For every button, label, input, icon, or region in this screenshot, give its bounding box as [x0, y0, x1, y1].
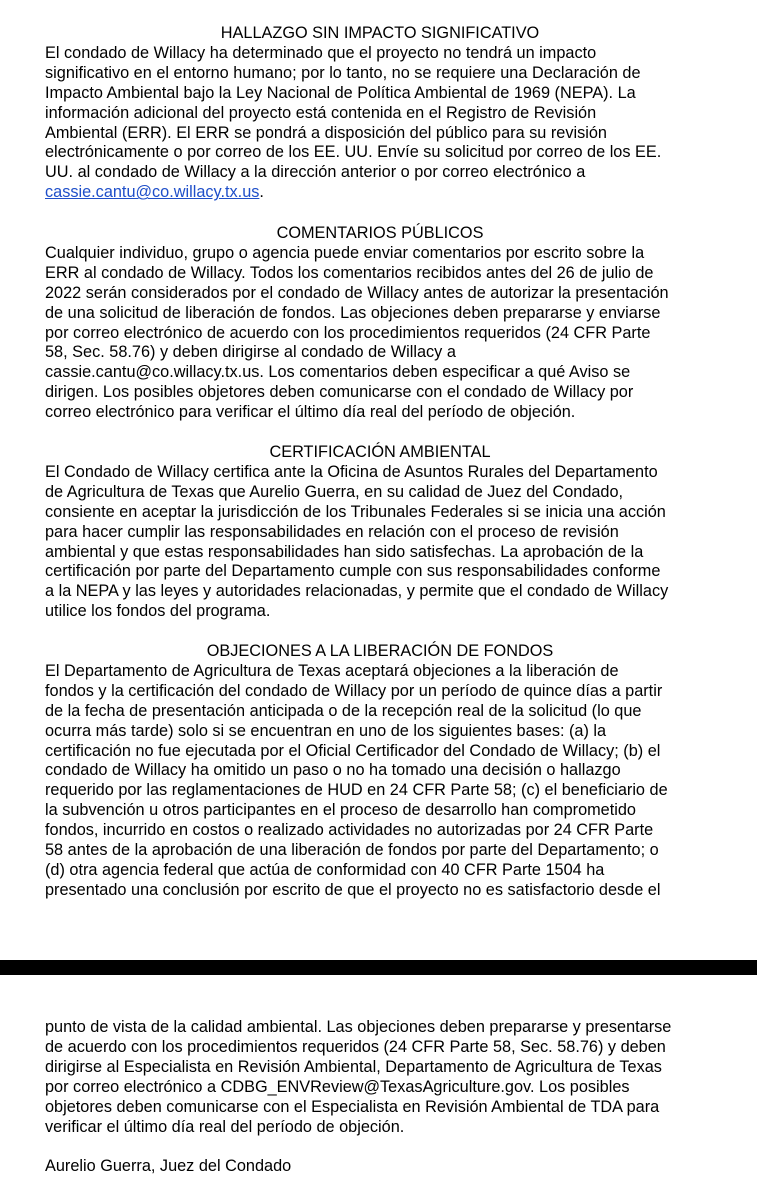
- body-line: El Departamento de Agricultura de Texas aceptará objeciones a la liberación de: [45, 661, 619, 680]
- body-line: por correo electrónico a CDBG_ENVReview@TexasAgriculture.gov. Los posibles: [45, 1077, 630, 1096]
- body-line: Cualquier individuo, grupo o agencia puede enviar comentarios por escrito sobre la: [45, 243, 645, 262]
- body-line: condado de Willacy ha omitido un paso o no ha tomado una decisión o hallazgo: [45, 761, 621, 780]
- body-line: punto de vista de la calidad ambiental. Las objeciones deben prepararse y presentarse: [45, 1018, 672, 1036]
- body-line: ERR al condado de Willacy. Todos los comentarios recibidos antes del 26 de julio de: [45, 263, 654, 282]
- body-line: 2022 serán considerados por el condado de Willacy antes de autorizar la presentación: [45, 283, 669, 302]
- section-objections-continued: [45, 1018, 715, 1137]
- body-line: Ambiental (ERR). El ERR se pondrá a disposición del público para su revisión: [45, 123, 607, 142]
- section-body-objections: [45, 662, 715, 901]
- body-line: certificación por parte del Departamento cumple con sus responsabilidades conforme: [45, 562, 661, 581]
- section-body-public-comments: [45, 244, 715, 423]
- body-line: significativo en el entorno humano; por lo tanto, no se requiere una Declaración de: [45, 63, 641, 82]
- body-line: de acuerdo con los procedimientos requeridos (24 CFR Parte 58, Sec. 58.76) y deben: [45, 1037, 666, 1056]
- body-line: cassie.cantu@co.willacy.tx.us. Los comentarios deben especificar a qué Aviso se: [45, 363, 631, 382]
- period: .: [259, 183, 264, 202]
- section-public-comments: [45, 224, 715, 423]
- body-line: a la NEPA y las leyes y autoridades relacionadas, y permite que el condado de Willacy: [45, 582, 669, 601]
- body-line: de Agricultura de Texas que Aurelio Guerra, en su calidad de Juez del Condado,: [45, 482, 624, 501]
- section-heading-environmental-certification: CERTIFICACIÓN AMBIENTAL: [269, 443, 491, 461]
- body-line: presentado una conclusión por escrito de que el proyecto no es satisfactorio desde el: [45, 880, 661, 899]
- body-line: dirigirse al Especialista en Revisión Ambiental, Departamento de Agricultura de Texas: [45, 1057, 662, 1076]
- body-line: El condado de Willacy ha determinado que el proyecto no tendrá un impacto: [45, 43, 597, 62]
- body-line: 58 antes de la aprobación de una liberación de fondos por parte del Departamento; o: [45, 841, 659, 860]
- section-heading-objections: OBJECIONES A LA LIBERACIÓN DE FONDOS: [206, 642, 554, 660]
- body-line: para hacer cumplir las responsabilidades en relación con el proceso de revisión: [45, 522, 619, 541]
- section-heading-finding: HALLAZGO SIN IMPACTO SIGNIFICATIVO: [220, 24, 540, 42]
- body-line: información adicional del proyecto está contenida en el Registro de Revisión: [45, 103, 597, 122]
- body-line: la subvención u otros participantes en el proceso de desarrollo han comprometido: [45, 801, 636, 820]
- body-line: utilice los fondos del programa.: [45, 602, 271, 621]
- body-line: dirigen. Los posibles objetores deben comunicarse con el condado de Willacy por: [45, 383, 634, 402]
- section-body-continued: [45, 1018, 715, 1137]
- body-line: consiente en aceptar la jurisdicción de los Tribunales Federales si se inicia una acción: [45, 502, 666, 521]
- body-line: requerido por las reglamentaciones de HUD en 24 CFR Parte 58; (c) el beneficiario de: [45, 781, 668, 800]
- body-line: UU. al condado de Willacy a la dirección anterior o por correo electrónico a: [45, 163, 586, 182]
- section-body-finding: [45, 44, 715, 203]
- body-line: de una solicitud de liberación de fondos. Las objeciones deben prepararse y enviarse: [45, 303, 661, 322]
- body-line: ocurra más tarde) solo si se encuentran en uno de los siguientes bases: (a) la: [45, 721, 607, 740]
- body-line: fondos y la certificación del condado de Willacy por un período de quince días a partir: [45, 681, 663, 700]
- section-objections: [45, 642, 715, 901]
- section-environmental-certification: [45, 443, 715, 622]
- body-line: certificación no fue ejecutada por el Oficial Certificador del Condado de Willacy; (b) el: [45, 741, 661, 760]
- body-line: de la fecha de presentación anticipada o de la recepción real de la solicitud (lo que: [45, 701, 642, 720]
- section-body-environmental-certification: [45, 463, 715, 622]
- section-heading-public-comments: COMENTARIOS PÚBLICOS: [276, 224, 484, 242]
- body-line: fondos, incurrido en costos o realizado actividades no autorizadas por 24 CFR Parte: [45, 821, 654, 840]
- body-line: verificar el último día real del período de objeción.: [45, 1117, 405, 1136]
- body-line: 58, Sec. 58.76) y deben dirigirse al condado de Willacy a: [45, 343, 456, 362]
- body-line: Impacto Ambiental bajo la Ley Nacional de Política Ambiental de 1969 (NEPA). La: [45, 83, 636, 102]
- body-line: electrónicamente o por correo de los EE. UU. Envíe su solicitud por correo de los EE.: [45, 143, 662, 162]
- body-line: (d) otra agencia federal que actúa de conformidad con 40 CFR Parte 1504 ha: [45, 860, 605, 879]
- email-link[interactable]: cassie.cantu@co.willacy.tx.us: [45, 183, 260, 202]
- body-line: correo electrónico para verificar el último día real del período de objeción.: [45, 403, 576, 422]
- body-line: por correo electrónico de acuerdo con los procedimientos requeridos (24 CFR Parte: [45, 323, 651, 342]
- body-line: El Condado de Willacy certifica ante la Oficina de Asuntos Rurales del Departamento: [45, 462, 658, 481]
- section-finding: [45, 24, 715, 203]
- page-break-bar: [0, 960, 757, 975]
- body-line: ambiental y que estas responsabilidades han sido satisfechas. La aprobación de la: [45, 542, 644, 561]
- signature-line: [45, 1157, 715, 1177]
- body-line: objetores deben comunicarse con el Especialista en Revisión Ambiental de TDA para: [45, 1097, 660, 1116]
- signature-text: Aurelio Guerra, Juez del Condado: [45, 1157, 292, 1175]
